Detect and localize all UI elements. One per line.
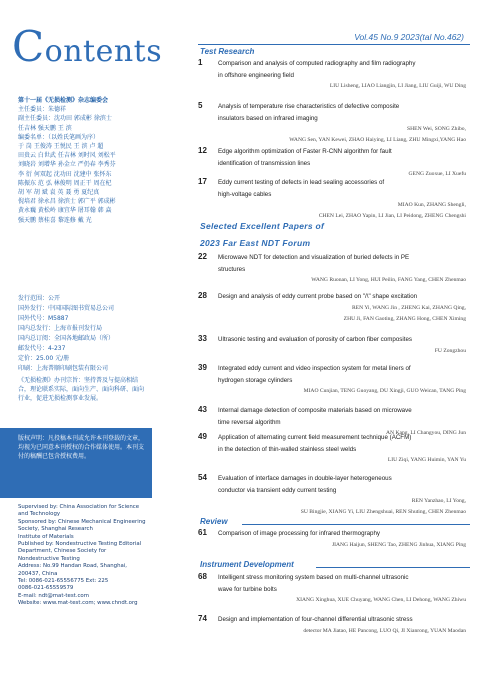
board-line: 于 岗 王俊涛 王悦民 王 滨 卢 超 [18,143,104,151]
publisher-line: Tel: 0086-021-65556775 Ext: 225 [18,578,109,585]
board-line: 编委名单：（以姓氏笔画为序） [18,133,100,141]
publication-info [18,294,188,374]
toc-entry[interactable] [198,252,470,286]
article-title: Internal damage detection of composite materials based on microwave [218,407,412,414]
page-number: 22 [198,252,207,261]
article-authors: XIANG Xinghua, XUE Chuyang, WANG Chen, LI Dehong, WANG Zhiwu [296,597,466,603]
toc-entry[interactable] [198,58,470,92]
article-authors: SHEN Wei, SONG Zhibo, [407,126,466,132]
volume-info: Vol.45 No.9 2023(tal No.462) [354,32,464,42]
page-number: 49 [198,432,207,441]
toc-entry[interactable] [198,614,470,637]
page-number: 39 [198,363,207,372]
article-title: Eddy current testing of defects in lead sealing accessories of [218,179,385,186]
page-number: 17 [198,177,207,186]
article-authors: REN Yi, WANG Jin , ZHENG Kai, ZHANG Qing, [351,304,466,311]
article-title: Edge algorithm optimization of Faster R-CNN algorithm for fault [218,148,392,155]
section-rule [242,524,470,525]
article-title: Ultrasonic testing and evaluation of porosity of carbon fiber composites [218,336,412,343]
article-authors: LIU Lisheng, LIAO Liangjin, LI Jiang, LIU Guiji, WU Ding [329,83,466,89]
board-line: 副主任委员：沈功田 郭成彬 徐滨士 [18,115,112,123]
pub-info-line: 国内总发行：上海市报刊发行局 [18,325,103,332]
article-authors: FU Zongzhou [434,347,466,354]
board-line: 第十一届《无损检测》杂志编委会 [18,97,109,104]
article-title: Comparison and analysis of computed radiography and film radiography [218,60,416,67]
article-authors: GENG Zuoxue, LI Xuefu [408,171,466,177]
page-number: 28 [198,291,207,300]
article-title: Intelligent stress monitoring system based on multi-channel ultrasonic [218,574,409,581]
article-title: in the detection of thin-walled stainless steel welds [218,445,357,453]
article-title: Microwave NDT for detection and visualization of buried defects in PE [218,254,410,261]
board-line: 倪培君 徐永昌 徐滨士 郭广平 郭成彬 [18,198,116,206]
logo-rest: ontents [44,34,163,69]
board-line: 田贵云 白世武 任吉林 刘时风 刘松平 [18,152,116,160]
pub-info-line: 印刷：上海普顺印刷包装有限公司 [18,365,109,372]
toc-entry[interactable] [198,572,470,606]
toc-entry[interactable] [198,363,470,397]
contents-column [190,0,480,673]
article-title: Design and analysis of eddy current probe based on "/\" shape excitation [218,293,418,300]
board-line: 主任委员：朱德祥 [18,106,67,114]
special-title-line2: 2023 Far East NDT Forum [200,238,311,248]
article-title: insulators based on infrared imaging [218,114,318,122]
board-line: 刘晓岩 刘增华 孙金立 严仍春 李秀芬 [18,161,116,169]
pub-info-line: 国外发行：中国国际图书贸易总公司 [18,305,115,312]
header-rule [198,44,470,45]
publisher-line: and Technology [18,511,61,518]
publisher-line: 200437, China [18,570,58,577]
pub-info-line: 邮发代号：4-237 [18,345,66,352]
article-title: identification of transmission lines [218,159,311,167]
article-authors: WANG Ruonan, LI Yong, HUI Peilin, FANG Yang, CHEN Zhenmao [311,277,466,283]
publisher-info [18,504,178,608]
article-authors: MIAO Kun, ZHANG Shengli, [397,202,466,208]
editorial-policy: 《无损检测》办刊宗旨：坚持普及与提高相结合，理论联系实际，面向生产、面向科研、面向行业，促进无损检测事业发展。 [18,377,145,402]
article-title: Design and implementation of four-channel differential ultrasonic stress [218,616,413,623]
article-title: high-voltage cables [218,190,272,198]
publisher-line: Society, Shanghai Research [18,526,93,533]
page-number: 54 [198,473,207,482]
article-authors: WANG Sen, YAN Kewei, ZHAO Haiying, LI Liang, ZHU Mingxi,YANG Hao [289,137,466,143]
copyright-notice: 版权声明：凡投稿本刊或允许本刊登载的文章，均视为已同意本刊授权的合作媒体使用。本刊支付的稿酬已包含授权费用。 [0,428,152,498]
toc-entry[interactable] [198,528,470,551]
article-title: Analysis of temperature rise characteristics of defective composite [218,103,400,110]
article-title: hydrogen storage cylinders [218,376,293,384]
article-authors: ZHU Ji, FAN Gaoting, ZHANG Hong, CHEN Ximing [343,315,466,322]
article-authors: CHEN Lei, ZHAO Yapin, LI Jian, LI Peidong, ZHENG Chengshi [318,213,466,219]
page-number: 12 [198,146,207,155]
left-column [0,0,190,673]
publisher-line: Published by: Nondestructive Testing Editorial [18,541,142,548]
logo-initial: C [12,22,45,71]
board-line: 强天鹏 蔡桂喜 黎连修 戴 光 [18,216,92,224]
publisher-line: 0086-021-65559579 [18,585,74,592]
article-title: Comparison of image processing for infrared thermography [218,530,380,537]
article-authors: SU Bingjie, XIANG Yi, LIU Zhengshuai, REN Shuting, CHEN Zhenmao [300,509,466,515]
article-title: Integrated eddy current and video inspection system for metal liners of [218,365,411,372]
board-line: 任吉林 强天鹏 王 滨 [18,124,72,132]
article-title: Application of alternating current field measurement technique (ACFM) [218,434,412,441]
page-number: 1 [198,58,203,67]
editorial-board [18,96,188,225]
publisher-line: Nondestructive Testing [18,555,80,562]
page-number: 61 [198,528,207,537]
contents-logo [12,22,163,71]
publisher-line: Institute of Materials [18,533,74,540]
publisher-line: Supervised by: China Association for Science [18,504,140,510]
article-title: wave for turbine bolts [218,585,277,593]
page-number: 43 [198,405,207,414]
toc-entry[interactable] [198,146,470,180]
page-number: 5 [198,101,203,110]
publisher-line: E-mail: ndt@mat-test.com [18,592,89,599]
publisher-line: Address: No.99 Handan Road, Shanghai, [18,563,128,570]
page-number: 68 [198,572,207,581]
article-title: conductor via transient eddy current testing [218,486,337,494]
article-title: structures [218,265,246,273]
toc-entry[interactable] [198,101,470,146]
article-authors: LIU Ziqi, YANG Huimin, YAN Yu [387,457,466,463]
special-title-line1: Selected Excellent Papers of [200,221,325,231]
article-authors: JIANG Haijun, SHENG Tao, ZHENG Jinhua, XIANG Ping [331,541,466,548]
article-title: in offshore engineering field [218,71,294,79]
article-title: time reversal algorithm [218,418,281,426]
pub-info-line: 定价：25.00 元/册 [18,355,70,362]
publisher-line: Department, Chinese Society for [18,548,107,555]
pub-info-line: 国内总订阅：全国各地邮政局（所） [18,335,115,342]
section-review: Review [200,517,228,526]
page-number: 33 [198,334,207,343]
toc-entry[interactable] [198,291,470,325]
pub-info-line: 国外代号：M5887 [18,315,69,322]
board-line: 黄永巍 黄松岭 康宜华 屠耳翰 韩 焱 [18,207,112,215]
publisher-line: Website: www.mat-test.com; www.chndt.org [18,600,138,607]
board-line: 陈振东 范 弘 林俊明 周正干 周在杞 [18,179,112,187]
board-line: 李 衍 何双起 沈功田 沈建中 张怀东 [18,170,112,178]
toc-entry[interactable] [198,473,470,518]
publisher-line: Sponsored by: Chinese Mechanical Engineering [18,518,146,525]
article-authors: MIAO Cunjian, TENG Guoyang, DU Xingji, GUO Weican, TANG Ping [303,388,466,394]
article-authors: detector MA Jiatao, HE Pancong, LUO Qi, JI Xianrong, YUAN Maodan [303,627,466,634]
toc-entry[interactable] [198,432,470,466]
article-authors: AN Kang, LI Changyou, DING Jun [385,430,466,436]
page-number: 74 [198,614,207,623]
article-title: Evaluation of interface damages in double-layer heterogeneous [218,475,392,482]
toc-entry[interactable] [198,177,470,222]
board-line: 胡 军 胡 斌 袁 英 聂 勇 夏纪真 [18,189,100,197]
section-test-research: Test Research [200,47,255,56]
pub-info-line: 发行范围：公开 [18,295,61,302]
section-rule [316,567,470,568]
section-instrument: Instrument Development [200,560,294,569]
article-authors: REN Yanzhao, LI Yong, [411,498,466,504]
toc-entry[interactable] [198,334,470,357]
